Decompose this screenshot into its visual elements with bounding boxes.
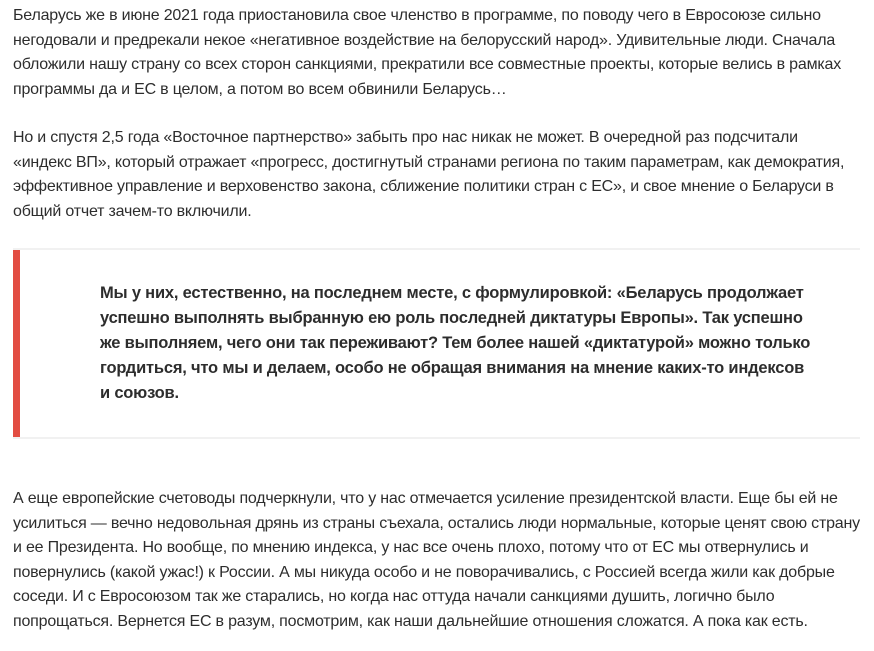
pull-quote: [13, 248, 860, 439]
quote-text: Мы у них, естественно, на последнем месте, с формулировкой: «Беларусь продолжает успешно выполнять выбранную ею роль последней диктатуры Европы». Так успешно же выполняем, чего они так переживают? Тем более нашей «диктатурой» можно только гордиться, что мы и делаем, особо не обращая внимания на мнение каких-то индексов и союзов.: [100, 284, 811, 402]
paragraph: Но и спустя 2,5 года «Восточное партнерство» забыть про нас никак не может. В очередной раз подсчитали «индекс ВП», который отражает «прогресс, достигнутый странами региона по таким параметрам, как демократия, эффективное управление и верховенство закона, сближение политики стран с ЕС», и свое мнение о Беларуси в общий отчет зачем-то включили.: [13, 129, 845, 220]
quote-accent-bar: [13, 250, 20, 437]
paragraph: Беларусь же в июне 2021 года приостановила свое членство в программе, по поводу чего в Евросоюзе сильно негодовали и предрекали некое «негативное воздействие на белорусский народ». Удивительные люди. Сначала обложили нашу страну со всех сторон санкциями, прекратили все совместные проекты, которые велись в рамках программы да и ЕС в целом, а потом во всем обвинили Беларусь…: [13, 7, 842, 98]
paragraph: А еще европейские счетоводы подчеркнули, что у нас отмечается усиление президентской власти. Еще бы ей не усилиться — вечно недовольная дрянь из страны съехала, остались люди нормальные, которые ценят свою страну и ее Президента. Но вообще, по мнению индекса, у нас все очень плохо, потому что от ЕС мы отвернулись и повернулись (какой ужас!) к России. А мы никуда особо и не поворачивались, с Россией всегда жили как добрые соседи. И с Евросоюзом так же старались, но когда нас оттуда начали санкциями душить, логично было попрощаться. Вернется ЕС в разум, посмотрим, как наши дальнейшие отношения сложатся. А пока как есть.: [13, 490, 860, 630]
